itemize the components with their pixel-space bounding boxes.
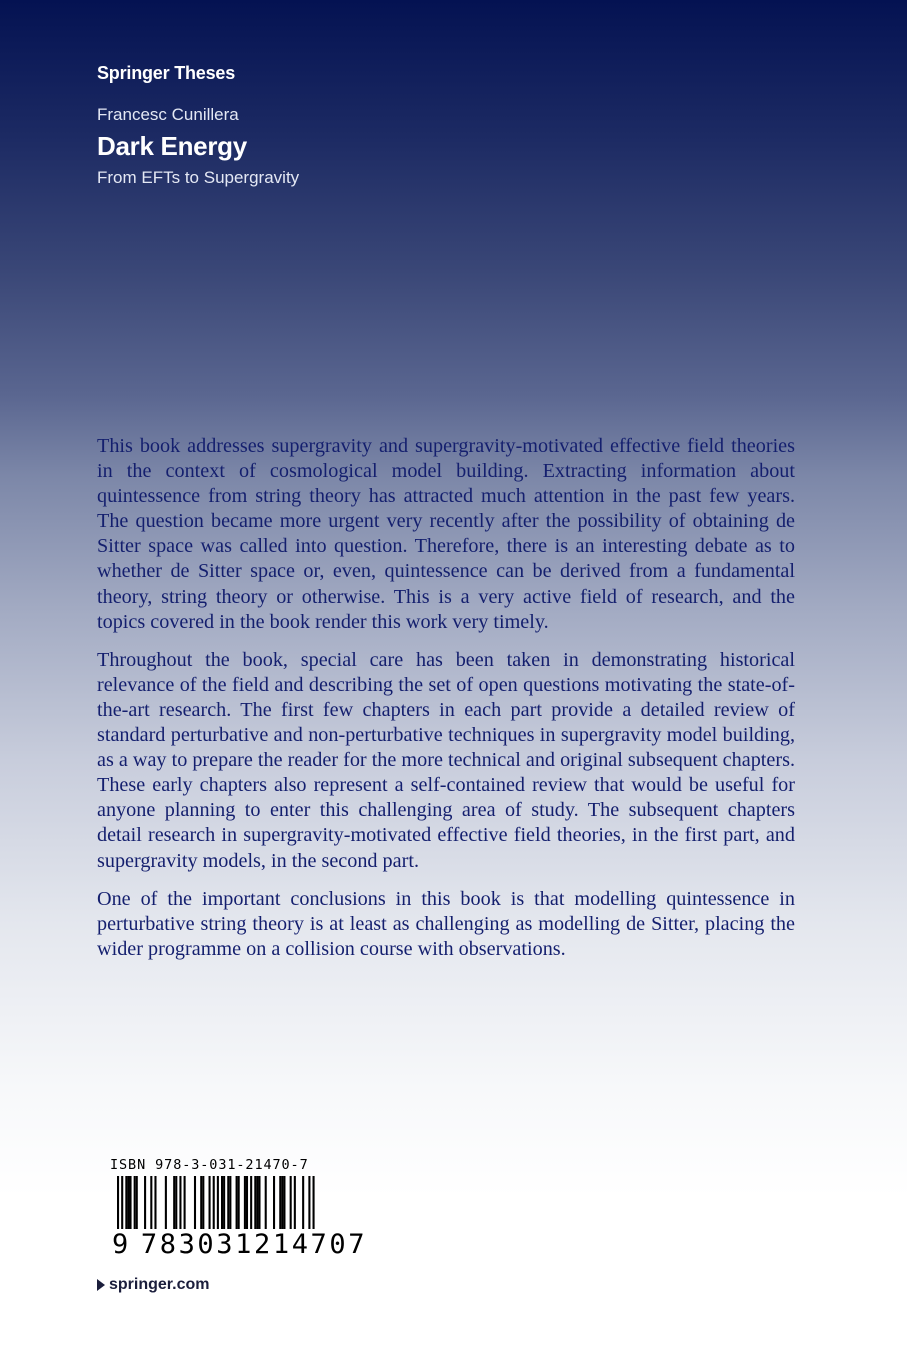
barcode-bar (194, 1176, 196, 1230)
blurb-paragraph-2: Throughout the book, special care has been taken in demonstrating historical relevance of the field and describing the set of open questions motivating the state-of-the-art research. The first few chapters in each part provide a detailed review of standard perturbative and non-perturbative techniques in supergravity model building, as a way to prepare the reader for the more technical and original subsequent chapters. These early chapters also represent a self-contained review that would be useful for anyone planning to enter this challenging area of study. The subsequent chapters detail research in supergravity-motivated effective field theories, in the first part, and supergravity models, in the second part. (97, 648, 795, 872)
barcode-lead-digit: 9 (112, 1229, 131, 1260)
blurb-paragraph-1: This book addresses supergravity and supergravity-motivated effective field theories in the context of cosmological model building. Extracting information about quintessence from string theory has attracted much attention in the past few years. The question became more urgent very recently after the possibility of obtaining de Sitter space was called into question. Therefore, there is an interesting debate as to whether de Sitter space or, even, quintessence can be derived from a fundamental theory, string theory or otherwise. This is a very active field of research, and the topics covered in the book render this work very timely. (97, 435, 795, 633)
barcode-bar (254, 1176, 256, 1230)
author-name: Francesc Cunillera (97, 105, 239, 124)
barcode-bar (223, 1176, 225, 1230)
barcode-bar (258, 1176, 260, 1230)
book-title: Dark Energy (97, 131, 247, 161)
barcode-bar (273, 1176, 275, 1230)
barcode-bar (281, 1176, 283, 1230)
barcode-bar (175, 1176, 177, 1230)
barcode-bar (202, 1176, 204, 1230)
barcode-bar (229, 1176, 231, 1230)
barcode-bar (265, 1176, 267, 1230)
isbn-label: ISBN 978-3-031-21470-7 (110, 1157, 309, 1173)
barcode-bar (302, 1176, 304, 1230)
barcode-bar (179, 1176, 181, 1230)
barcode-bar (227, 1176, 229, 1230)
barcode-bar (184, 1176, 186, 1230)
barcode-bar (246, 1176, 248, 1230)
barcode-digits (110, 1229, 369, 1260)
barcode-bar (127, 1176, 129, 1230)
barcode-bar (290, 1176, 292, 1230)
barcode-bar (134, 1176, 136, 1230)
barcode-bar (221, 1176, 223, 1230)
barcode-bar (250, 1176, 252, 1230)
barcode-bar (294, 1176, 296, 1230)
barcode-bar (283, 1176, 285, 1230)
barcode-bar (256, 1176, 258, 1230)
arrow-right-icon (97, 1279, 105, 1291)
barcode-bar (238, 1176, 240, 1230)
blurb-paragraph-3: One of the important conclusions in this book is that modelling quintessence in perturbative string theory is at least as challenging as modelling de Sitter, placing the wider programme on a collision course with observations. (97, 887, 795, 960)
barcode-bar (209, 1176, 211, 1230)
barcode-bar (154, 1176, 156, 1230)
barcode-bar (144, 1176, 146, 1230)
back-cover-blurb (97, 434, 795, 975)
barcode-number: 783031214707 (140, 1229, 368, 1260)
series-name: Springer Theses (97, 63, 236, 83)
website-label: springer.com (109, 1276, 210, 1293)
website-link[interactable] (97, 1276, 209, 1294)
barcode-bar (165, 1176, 167, 1230)
barcode-bar (150, 1176, 152, 1230)
book-subtitle: From EFTs to Supergravity (97, 168, 300, 187)
barcode-bar (244, 1176, 246, 1230)
barcode-bar (200, 1176, 202, 1230)
barcode-bar (125, 1176, 127, 1230)
barcode-bar (279, 1176, 281, 1230)
barcode-bar (136, 1176, 138, 1230)
barcode-bar (236, 1176, 238, 1230)
barcode-bar (173, 1176, 175, 1230)
barcode-bar (129, 1176, 131, 1230)
